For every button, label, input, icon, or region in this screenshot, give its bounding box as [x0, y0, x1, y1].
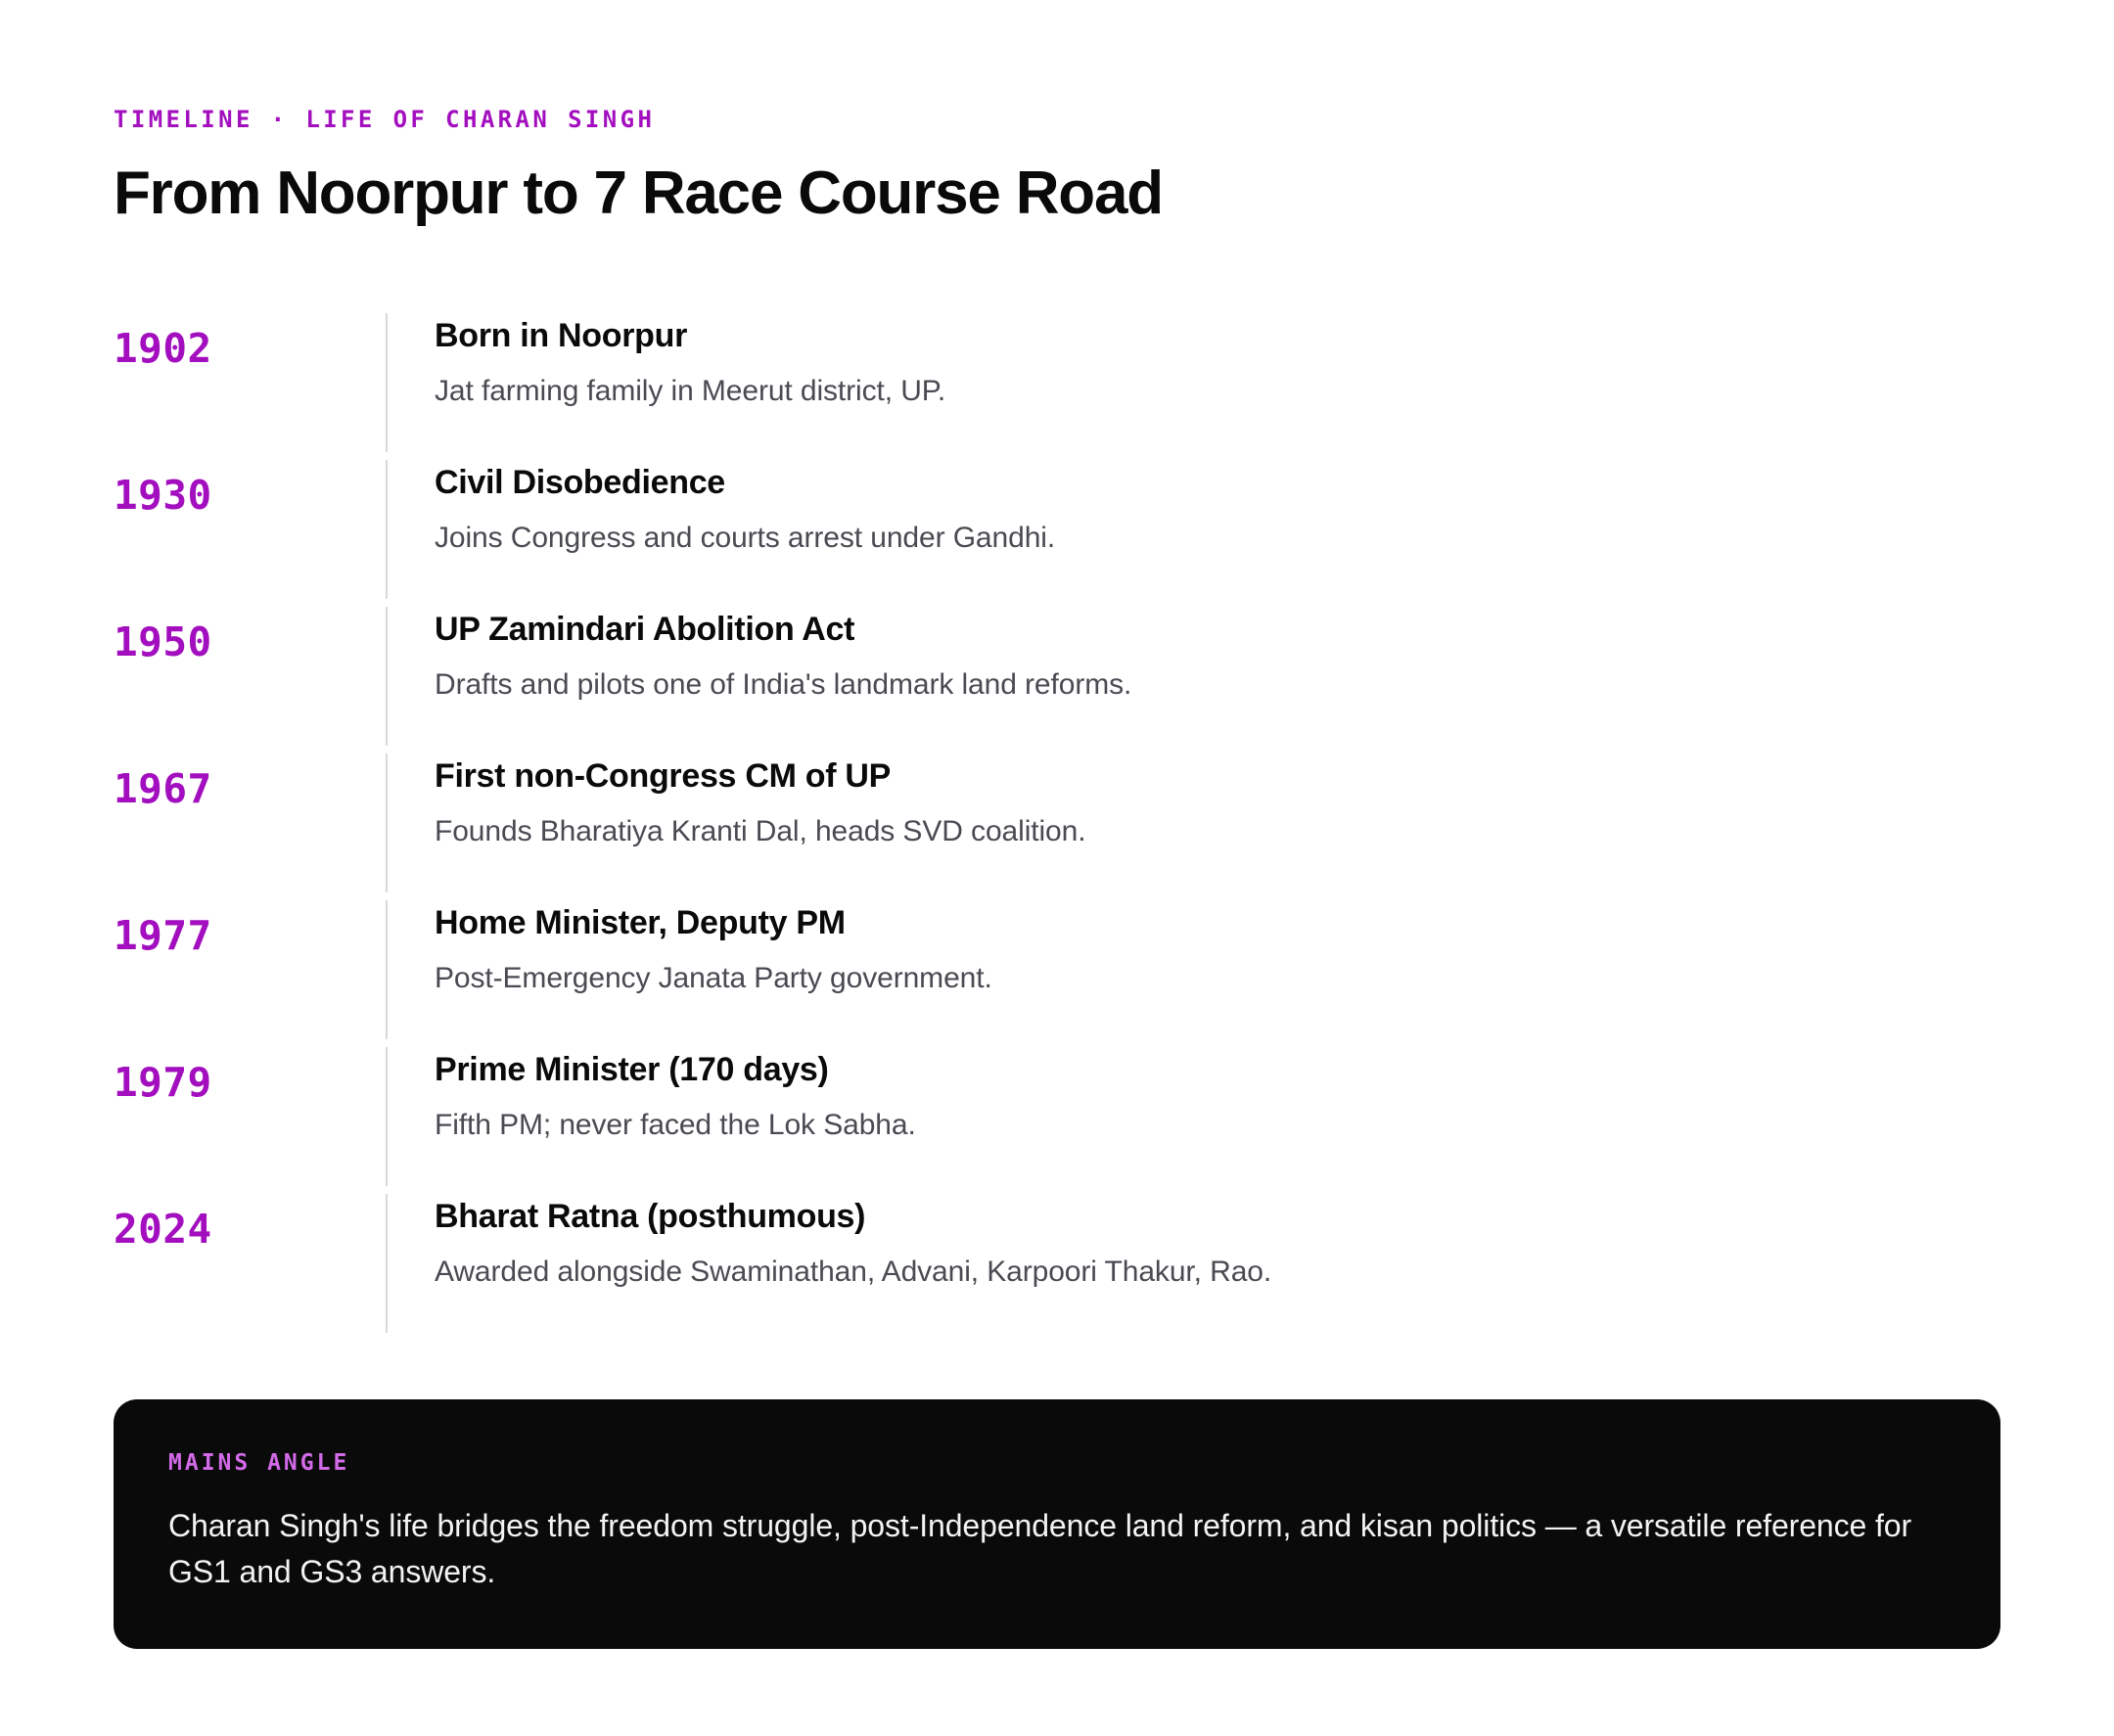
timeline-item: [114, 752, 2000, 898]
timeline-description: Jat farming family in Meerut district, UP.: [435, 375, 946, 408]
timeline-year: 1967: [114, 765, 212, 813]
timeline-heading: Home Minister, Deputy PM: [435, 904, 846, 942]
timeline-item: [114, 1192, 2000, 1339]
timeline-list: [114, 311, 2000, 1339]
timeline-description: Joins Congress and courts arrest under Gandhi.: [435, 522, 1056, 555]
timeline-rail: [386, 754, 388, 892]
timeline-content: [435, 1192, 2000, 1289]
timeline-rail: [386, 313, 388, 452]
timeline-heading: UP Zamindari Abolition Act: [435, 611, 855, 649]
mains-angle-callout: [114, 1399, 2000, 1649]
eyebrow-label: TIMELINE · LIFE OF CHARAN SINGH: [114, 106, 656, 133]
timeline-year: 1950: [114, 618, 212, 666]
timeline-item: [114, 898, 2000, 1045]
timeline-description: Awarded alongside Swaminathan, Advani, Karpoori Thakur, Rao.: [435, 1256, 1272, 1289]
timeline-content: [435, 898, 2000, 995]
timeline-content: [435, 311, 2000, 408]
timeline-year: 1977: [114, 912, 212, 960]
timeline-year: 1902: [114, 325, 212, 373]
timeline-heading: Civil Disobedience: [435, 464, 725, 502]
timeline-content: [435, 605, 2000, 702]
timeline-description: Drafts and pilots one of India's landmark land reforms.: [435, 668, 1132, 702]
timeline-heading: Bharat Ratna (posthumous): [435, 1198, 866, 1236]
timeline-item: [114, 605, 2000, 752]
timeline-description: Founds Bharatiya Kranti Dal, heads SVD coalition.: [435, 815, 1086, 848]
timeline-rail: [386, 1194, 388, 1333]
timeline-rail: [386, 1047, 388, 1186]
callout-label: MAINS ANGLE: [168, 1450, 350, 1477]
page-title: From Noorpur to 7 Race Course Road: [114, 160, 1163, 227]
timeline-year: 1930: [114, 472, 212, 520]
timeline-year: 1979: [114, 1059, 212, 1107]
timeline-item: [114, 458, 2000, 605]
timeline-rail: [386, 607, 388, 746]
timeline-item: [114, 1045, 2000, 1192]
timeline-heading: Born in Noorpur: [435, 317, 688, 355]
timeline-content: [435, 458, 2000, 555]
timeline-item: [114, 311, 2000, 458]
timeline-description: Post-Emergency Janata Party government.: [435, 962, 992, 995]
timeline-year: 2024: [114, 1206, 212, 1254]
callout-text: Charan Singh's life bridges the freedom struggle, post-Independence land reform, and kisan politics — a versatile reference for GS1 and GS3 answers.: [168, 1508, 1912, 1589]
timeline-content: [435, 1045, 2000, 1142]
timeline-rail: [386, 460, 388, 599]
timeline-content: [435, 752, 2000, 848]
timeline-description: Fifth PM; never faced the Lok Sabha.: [435, 1109, 916, 1142]
timeline-heading: First non-Congress CM of UP: [435, 757, 892, 796]
timeline-heading: Prime Minister (170 days): [435, 1051, 829, 1089]
timeline-rail: [386, 900, 388, 1039]
